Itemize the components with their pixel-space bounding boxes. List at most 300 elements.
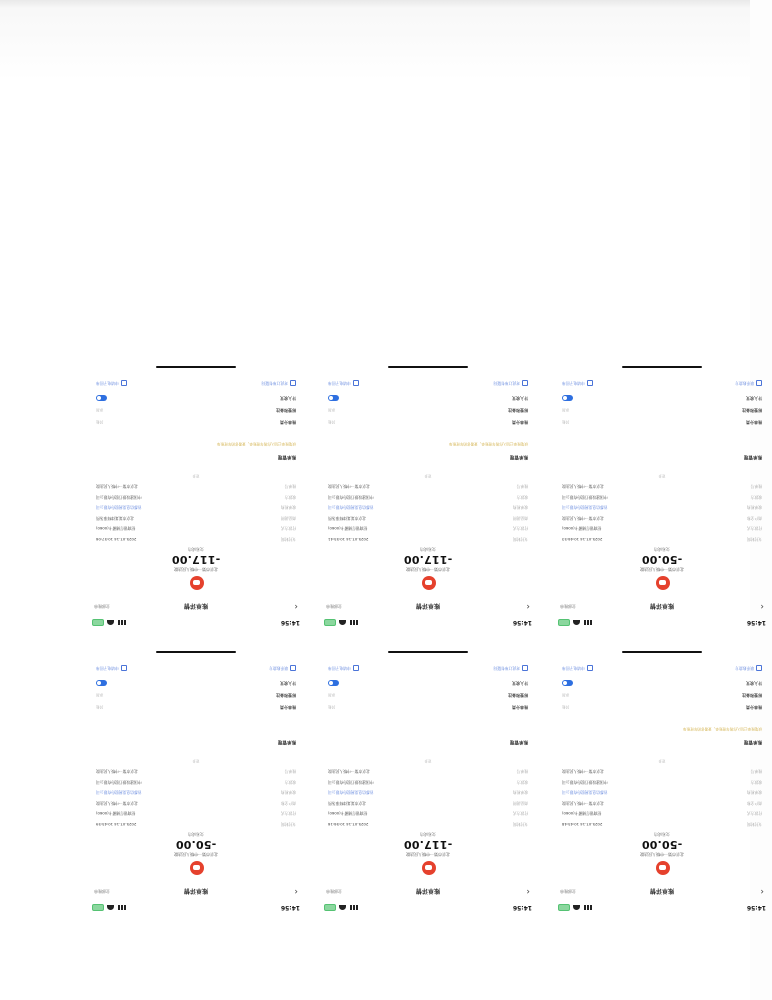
- detail-label: 商品说明: [512, 801, 528, 806]
- all-bills-link[interactable]: 全部账单: [326, 889, 342, 894]
- receipt-link[interactable]: [328, 378, 359, 386]
- section-title: 账单管理: [744, 454, 762, 459]
- contact-label: 对此订单有疑问: [261, 381, 288, 386]
- detail-value: 北京市某某律师事务所: [96, 516, 134, 521]
- title-bar: [86, 598, 306, 612]
- action-links: [96, 378, 296, 386]
- status-icons: [324, 904, 358, 911]
- category-value: 其他: [562, 705, 570, 710]
- contact-label: 联系收款方: [735, 666, 754, 671]
- receipt-icon: [587, 665, 593, 671]
- merchant-name: 北京市第一中级人民法院: [406, 852, 450, 857]
- back-icon[interactable]: ‹: [294, 601, 298, 611]
- category-value: 其他: [562, 420, 570, 425]
- page-title: 账单详情: [184, 887, 209, 894]
- receipt-icon: [587, 380, 593, 386]
- tag-value: 添加: [562, 408, 570, 413]
- detail-label: 收款方: [750, 495, 762, 500]
- detail-row: [96, 764, 296, 775]
- detail-label: 收单机构: [512, 505, 528, 511]
- category-row[interactable]: [328, 418, 528, 426]
- tag-row[interactable]: [96, 691, 296, 699]
- detail-row: [562, 764, 762, 775]
- detail-value: 北京市第一中级人民法院: [96, 801, 138, 806]
- merchant-name: 北京市第一中级人民法院: [640, 852, 684, 857]
- detail-value: 北京市第一中级人民法院: [96, 769, 138, 775]
- detail-row: [328, 521, 528, 532]
- merchant-icon: [656, 861, 670, 875]
- wifi-icon: [573, 620, 580, 625]
- back-icon[interactable]: ‹: [526, 886, 530, 896]
- detail-label: 收款方: [750, 780, 762, 785]
- detail-list: [96, 758, 296, 827]
- status-text: 交易成功: [654, 547, 670, 552]
- receipt-link[interactable]: [328, 663, 359, 671]
- notice-banner[interactable]: 该笔账单已加入你的年度账单，查看你的年度账单: [448, 442, 528, 446]
- detail-label: 付款方式: [512, 811, 528, 817]
- detail-value: 2025-07-14 10:46:53: [562, 537, 603, 542]
- tag-label: 标签和备注: [742, 693, 762, 698]
- detail-row: [96, 479, 296, 490]
- more-details-link[interactable]: 更多: [192, 759, 200, 763]
- detail-row: [562, 785, 762, 796]
- detail-row: [562, 500, 762, 511]
- contact-link[interactable]: [735, 663, 762, 671]
- status-icons: [92, 904, 126, 911]
- bill-screenshot: [318, 645, 538, 915]
- tag-row[interactable]: [562, 406, 762, 414]
- tag-row[interactable]: [328, 406, 528, 414]
- detail-value: 2025-07-14 10:45:48: [562, 822, 603, 827]
- detail-label: 商品说明: [280, 516, 296, 521]
- detail-row: [96, 490, 296, 501]
- detail-value[interactable]: 首都信息发展股份有限公司: [96, 505, 142, 511]
- count-toggle[interactable]: [328, 395, 339, 401]
- status-time: 14:56: [280, 619, 300, 626]
- detail-list: [562, 473, 762, 542]
- tag-row[interactable]: [562, 691, 762, 699]
- amount: -117.00: [171, 553, 221, 566]
- wifi-icon: [339, 905, 346, 910]
- count-row: [562, 679, 762, 687]
- detail-row: [328, 500, 528, 511]
- action-links: [562, 663, 762, 671]
- detail-value: 2025-07-14 10:56:16: [328, 822, 369, 827]
- category-label: 账单分类: [512, 705, 528, 710]
- receipt-link[interactable]: [562, 663, 593, 671]
- category-value: 其他: [96, 705, 104, 710]
- detail-row: [96, 532, 296, 543]
- count-row: [96, 679, 296, 687]
- count-row: [562, 394, 762, 402]
- status-text: 交易成功: [420, 832, 436, 837]
- amount: -117.00: [403, 838, 453, 851]
- detail-label: 收单机构: [280, 505, 296, 511]
- status-time: 14:56: [280, 904, 300, 911]
- detail-row: [328, 511, 528, 522]
- contact-link[interactable]: [261, 378, 296, 386]
- back-icon[interactable]: ‹: [526, 601, 530, 611]
- count-toggle[interactable]: [96, 395, 107, 401]
- title-bar: [318, 883, 538, 897]
- battery-icon: [324, 904, 336, 911]
- category-label: 账单分类: [280, 705, 296, 710]
- home-indicator: [156, 651, 236, 653]
- chat-icon: [756, 665, 762, 671]
- detail-value: 北京市第一中级人民法院: [328, 769, 370, 775]
- detail-value[interactable]: 首都信息发展股份有限公司: [328, 790, 374, 796]
- tag-label: 标签和备注: [742, 408, 762, 413]
- count-toggle[interactable]: [328, 680, 339, 686]
- section-title: 账单管理: [744, 739, 762, 744]
- detail-value: 中国建设银行股份有限公司: [96, 780, 142, 785]
- detail-row: [562, 511, 762, 522]
- page-title: 账单详情: [184, 602, 209, 609]
- detail-value: 招商银行储蓄卡(0060): [96, 526, 136, 532]
- detail-value: 招商银行储蓄卡(0060): [562, 526, 602, 532]
- detail-label: 付款方式: [280, 811, 296, 817]
- notice-banner[interactable]: 该笔账单已加入你的年度账单，查看你的年度账单: [216, 442, 296, 446]
- bill-screenshot: [318, 360, 538, 630]
- home-indicator: [156, 366, 236, 368]
- count-toggle[interactable]: [96, 680, 107, 686]
- status-icons: [558, 619, 592, 626]
- all-bills-link[interactable]: 全部账单: [326, 604, 342, 609]
- chat-icon: [290, 380, 296, 386]
- category-label: 账单分类: [746, 420, 762, 425]
- chat-icon: [290, 665, 296, 671]
- more-details-link[interactable]: 更多: [658, 474, 666, 478]
- detail-value: 北京市某某律师事务所: [328, 801, 366, 806]
- back-icon[interactable]: ‹: [294, 886, 298, 896]
- back-icon[interactable]: ‹: [760, 886, 764, 896]
- detail-list: [328, 473, 528, 542]
- count-label: 计入收支: [512, 396, 528, 401]
- detail-list: [562, 758, 762, 827]
- detail-label: 付款方式: [512, 526, 528, 532]
- section-title: 账单管理: [278, 739, 296, 744]
- detail-list: [96, 473, 296, 542]
- signal-icon: [583, 905, 592, 910]
- scan-edge-shadow: [0, 0, 750, 8]
- more-details-link[interactable]: 更多: [658, 759, 666, 763]
- bill-screenshot: [86, 360, 306, 630]
- title-bar: [86, 883, 306, 897]
- detail-label: 支付时间: [746, 537, 762, 542]
- status-text: 交易成功: [188, 832, 204, 837]
- page-title: 账单详情: [650, 602, 675, 609]
- category-label: 账单分类: [746, 705, 762, 710]
- bill-screenshot: [552, 645, 772, 915]
- action-links: [328, 378, 528, 386]
- bill-screenshot: [552, 360, 772, 630]
- receipt-link[interactable]: [96, 663, 127, 671]
- action-links: [562, 378, 762, 386]
- receipt-label: 申请电子回单: [562, 381, 585, 386]
- merchant-name: 北京市第一中级人民法院: [174, 852, 218, 857]
- detail-value: 北京市第一中级人民法院: [562, 769, 604, 775]
- detail-row: [562, 479, 762, 490]
- status-time: 14:56: [746, 619, 766, 626]
- detail-row: [562, 806, 762, 817]
- receipt-label: 申请电子回单: [96, 666, 119, 671]
- detail-value[interactable]: 首都信息发展股份有限公司: [328, 505, 374, 511]
- detail-value: 北京市第一中级人民法院: [562, 484, 604, 490]
- category-row[interactable]: [96, 418, 296, 426]
- detail-value: 北京市第一中级人民法院: [562, 516, 604, 521]
- status-icons: [558, 904, 592, 911]
- home-indicator: [622, 366, 702, 368]
- count-toggle[interactable]: [562, 680, 573, 686]
- detail-label: 收款方: [516, 495, 528, 500]
- category-label: 账单分类: [512, 420, 528, 425]
- section-title: 账单管理: [278, 454, 296, 459]
- detail-list: [328, 758, 528, 827]
- count-label: 计入收支: [280, 681, 296, 686]
- detail-label: 账单号: [750, 484, 762, 490]
- detail-label: 收款方: [284, 495, 296, 500]
- receipt-label: 申请电子回单: [96, 381, 119, 386]
- signal-icon: [117, 905, 126, 910]
- detail-value[interactable]: 首都信息发展股份有限公司: [96, 790, 142, 796]
- contact-link[interactable]: [269, 663, 296, 671]
- count-row: [96, 394, 296, 402]
- tag-value: 添加: [96, 408, 104, 413]
- detail-row: [328, 806, 528, 817]
- detail-row: [96, 785, 296, 796]
- detail-label: 商户全称: [746, 516, 762, 521]
- detail-label: 账单号: [750, 769, 762, 775]
- section-title: 账单管理: [510, 454, 528, 459]
- detail-row: [96, 511, 296, 522]
- notice-banner[interactable]: 该笔账单已加入你的年度账单，查看你的年度账单: [682, 727, 762, 731]
- count-row: [328, 679, 528, 687]
- receipt-link[interactable]: [562, 378, 593, 386]
- status-time: 14:56: [746, 904, 766, 911]
- detail-value: 招商银行储蓄卡(0060): [328, 811, 368, 817]
- chat-icon: [522, 665, 528, 671]
- detail-row: [562, 775, 762, 786]
- battery-icon: [324, 619, 336, 626]
- contact-link[interactable]: [735, 378, 762, 386]
- merchant-icon: [422, 576, 436, 590]
- detail-value: 北京市某某律师事务所: [328, 516, 366, 521]
- detail-label: 商户全称: [280, 801, 296, 806]
- status-text: 交易成功: [420, 547, 436, 552]
- amount: -50.00: [641, 553, 683, 566]
- signal-icon: [349, 905, 358, 910]
- detail-row: [96, 806, 296, 817]
- detail-value: 招商银行储蓄卡(0060): [562, 811, 602, 817]
- tag-label: 标签和备注: [508, 408, 528, 413]
- merchant-icon: [656, 576, 670, 590]
- detail-label: 收单机构: [512, 790, 528, 796]
- detail-value[interactable]: 首都信息发展股份有限公司: [562, 790, 608, 796]
- battery-icon: [92, 619, 104, 626]
- bill-screenshot: [86, 645, 306, 915]
- category-label: 账单分类: [280, 420, 296, 425]
- tag-value: 添加: [328, 693, 336, 698]
- merchant-icon: [190, 576, 204, 590]
- category-row[interactable]: [562, 418, 762, 426]
- home-indicator: [388, 366, 468, 368]
- detail-row: [328, 775, 528, 786]
- status-icons: [324, 619, 358, 626]
- detail-row: [96, 775, 296, 786]
- status-time: 14:56: [512, 619, 532, 626]
- detail-label: 支付时间: [280, 822, 296, 827]
- detail-row: [96, 796, 296, 807]
- status-text: 交易成功: [188, 547, 204, 552]
- all-bills-link[interactable]: 全部账单: [560, 604, 576, 609]
- merchant-name: 北京市第一中级人民法院: [174, 567, 218, 572]
- count-toggle[interactable]: [562, 395, 573, 401]
- merchant-name: 北京市第一中级人民法院: [640, 567, 684, 572]
- action-links: [96, 663, 296, 671]
- detail-row: [562, 796, 762, 807]
- merchant-icon: [190, 861, 204, 875]
- contact-label: 联系收款方: [735, 381, 754, 386]
- signal-icon: [117, 620, 126, 625]
- all-bills-link[interactable]: 全部账单: [94, 604, 110, 609]
- more-details-link[interactable]: 更多: [192, 474, 200, 478]
- battery-icon: [558, 904, 570, 911]
- detail-label: 商户全称: [746, 801, 762, 806]
- receipt-icon: [121, 380, 127, 386]
- detail-value: 北京市第一中级人民法院: [328, 484, 370, 490]
- merchant-icon: [422, 861, 436, 875]
- detail-row: [96, 500, 296, 511]
- chat-icon: [522, 380, 528, 386]
- detail-label: 付款方式: [280, 526, 296, 532]
- wifi-icon: [573, 905, 580, 910]
- battery-icon: [92, 904, 104, 911]
- receipt-label: 申请电子回单: [562, 666, 585, 671]
- category-value: 其他: [328, 705, 336, 710]
- count-label: 计入收支: [280, 396, 296, 401]
- detail-label: 付款方式: [746, 811, 762, 817]
- tag-label: 标签和备注: [276, 693, 296, 698]
- detail-row: [562, 532, 762, 543]
- tag-label: 标签和备注: [276, 408, 296, 413]
- status-time: 14:56: [512, 904, 532, 911]
- detail-value: 招商银行储蓄卡(0060): [96, 811, 136, 817]
- detail-label: 收单机构: [746, 790, 762, 796]
- receipt-icon: [353, 380, 359, 386]
- title-bar: [552, 598, 772, 612]
- detail-row: [562, 521, 762, 532]
- more-details-link[interactable]: 更多: [424, 474, 432, 478]
- receipt-label: 申请电子回单: [328, 666, 351, 671]
- status-text: 交易成功: [654, 832, 670, 837]
- detail-value: 中国建设银行股份有限公司: [96, 495, 142, 500]
- receipt-link[interactable]: [96, 378, 127, 386]
- page-title: 账单详情: [416, 887, 441, 894]
- receipt-icon: [121, 665, 127, 671]
- merchant-name: 北京市第一中级人民法院: [406, 567, 450, 572]
- wifi-icon: [107, 905, 114, 910]
- detail-label: 支付时间: [512, 822, 528, 827]
- detail-row: [96, 521, 296, 532]
- back-icon[interactable]: ‹: [760, 601, 764, 611]
- detail-value: 中国建设银行股份有限公司: [328, 495, 374, 500]
- detail-row: [328, 817, 528, 828]
- contact-link[interactable]: [493, 663, 528, 671]
- detail-label: 收款方: [516, 780, 528, 785]
- signal-icon: [583, 620, 592, 625]
- detail-label: 收款方: [284, 780, 296, 785]
- all-bills-link[interactable]: 全部账单: [94, 889, 110, 894]
- detail-row: [562, 490, 762, 501]
- detail-label: 账单号: [284, 769, 296, 775]
- detail-value: 中国建设银行股份有限公司: [328, 780, 374, 785]
- home-indicator: [388, 651, 468, 653]
- detail-value: 中国建设银行股份有限公司: [562, 780, 608, 785]
- tag-value: 添加: [562, 693, 570, 698]
- chat-icon: [756, 380, 762, 386]
- count-label: 计入收支: [746, 396, 762, 401]
- detail-row: [328, 532, 528, 543]
- wifi-icon: [107, 620, 114, 625]
- count-label: 计入收支: [746, 681, 762, 686]
- contact-label: 对此订单有疑问: [493, 381, 520, 386]
- action-links: [328, 663, 528, 671]
- home-indicator: [622, 651, 702, 653]
- detail-value[interactable]: 首都信息发展股份有限公司: [562, 505, 608, 511]
- detail-label: 支付时间: [512, 537, 528, 542]
- title-bar: [552, 883, 772, 897]
- wifi-icon: [339, 620, 346, 625]
- detail-value: 北京市第一中级人民法院: [562, 801, 604, 806]
- contact-label: 联系收款方: [269, 666, 288, 671]
- tag-value: 添加: [96, 693, 104, 698]
- count-label: 计入收支: [512, 681, 528, 686]
- category-row[interactable]: [328, 703, 528, 711]
- tag-row[interactable]: [96, 406, 296, 414]
- category-row[interactable]: [96, 703, 296, 711]
- detail-row: [328, 785, 528, 796]
- category-value: 其他: [96, 420, 104, 425]
- status-icons: [92, 619, 126, 626]
- receipt-icon: [353, 665, 359, 671]
- detail-row: [328, 479, 528, 490]
- more-details-link[interactable]: 更多: [424, 759, 432, 763]
- detail-row: [96, 817, 296, 828]
- amount: -117.00: [403, 553, 453, 566]
- detail-row: [328, 764, 528, 775]
- tag-label: 标签和备注: [508, 693, 528, 698]
- detail-label: 付款方式: [746, 526, 762, 532]
- detail-label: 收单机构: [746, 505, 762, 511]
- detail-row: [328, 796, 528, 807]
- detail-value: 2025-07-14 10:57:06: [96, 537, 137, 542]
- amount: -50.00: [641, 838, 683, 851]
- detail-row: [328, 490, 528, 501]
- receipt-label: 申请电子回单: [328, 381, 351, 386]
- contact-label: 对此订单有疑问: [493, 666, 520, 671]
- category-value: 其他: [328, 420, 336, 425]
- battery-icon: [558, 619, 570, 626]
- contact-link[interactable]: [493, 378, 528, 386]
- all-bills-link[interactable]: 全部账单: [560, 889, 576, 894]
- detail-row: [562, 817, 762, 828]
- category-row[interactable]: [562, 703, 762, 711]
- detail-label: 账单号: [516, 769, 528, 775]
- section-title: 账单管理: [510, 739, 528, 744]
- detail-label: 账单号: [516, 484, 528, 490]
- tag-row[interactable]: [328, 691, 528, 699]
- detail-label: 商品说明: [512, 516, 528, 521]
